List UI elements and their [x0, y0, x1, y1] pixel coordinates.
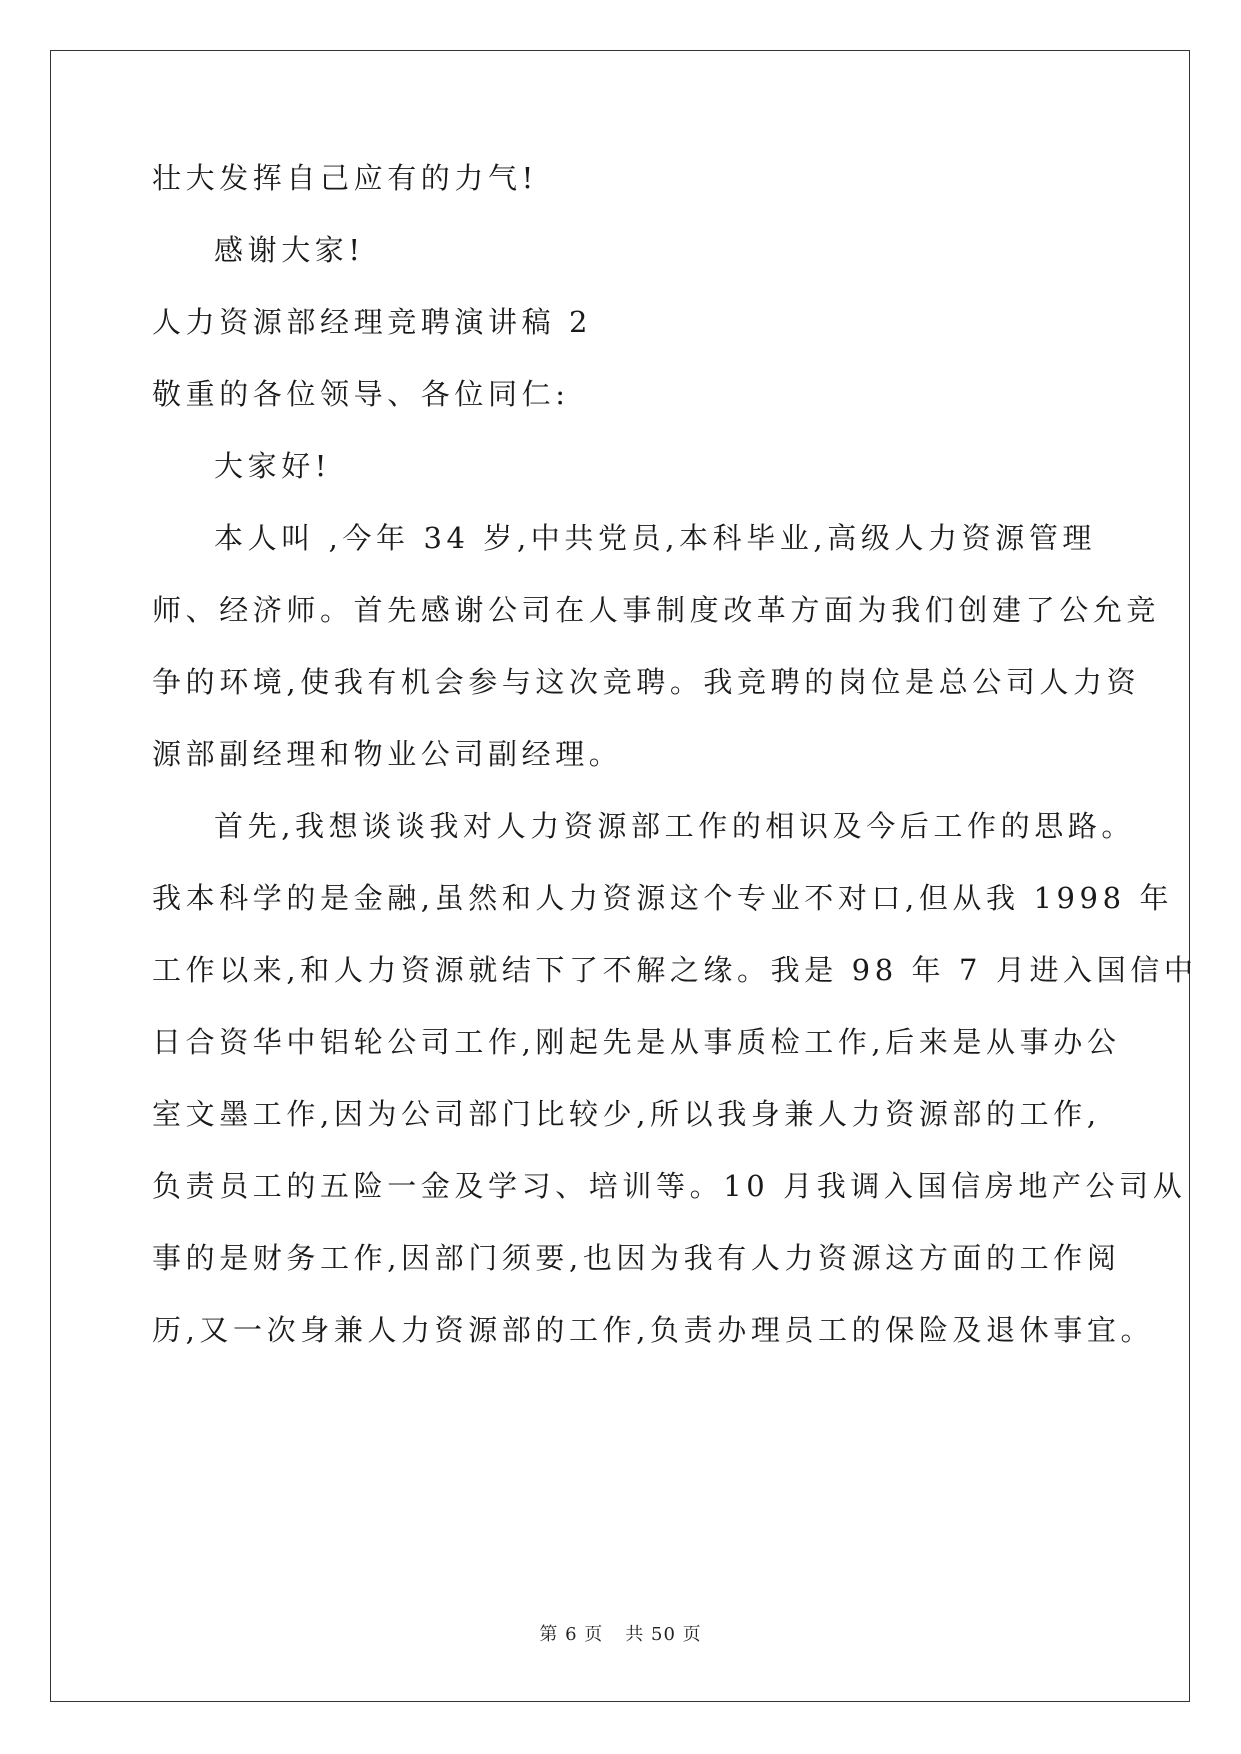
text-line: 事的是财务工作,因部门须要,也因为我有人力资源这方面的工作阅 — [152, 1241, 1121, 1275]
salutation: 敬重的各位领导、各位同仁: — [152, 377, 570, 411]
text-line: 我本科学的是金融,虽然和人力资源这个专业不对口,但从我 1998 年 — [152, 881, 1174, 915]
text-line: 感谢大家! — [214, 233, 365, 267]
text-line: 本人叫 ,今年 34 岁,中共党员,本科毕业,高级人力资源管理 — [214, 521, 1097, 555]
text-line: 源部副经理和物业公司副经理。 — [152, 737, 623, 771]
text-line: 历,又一次身兼人力资源部的工作,负责办理员工的保险及退休事宜。 — [152, 1313, 1155, 1347]
page-border — [50, 50, 1190, 1702]
text-line: 壮大发挥自己应有的力气! — [152, 161, 538, 195]
page-number: 第 6 页 — [539, 1624, 604, 1645]
section-title: 人力资源部经理竞聘演讲稿 2 — [152, 305, 593, 339]
page-total: 共 50 页 — [625, 1624, 702, 1645]
text-line: 室文墨工作,因为公司部门比较少,所以我身兼人力资源部的工作, — [152, 1097, 1101, 1131]
text-line: 首先,我想谈谈我对人力资源部工作的相识及今后工作的思路。 — [214, 809, 1136, 843]
text-line: 负责员工的五险一金及学习、培训等。10 月我调入国信房地产公司从 — [152, 1169, 1187, 1203]
page-footer — [0, 1620, 1241, 1646]
text-line: 日合资华中铝轮公司工作,刚起先是从事质检工作,后来是从事办公 — [152, 1025, 1121, 1059]
greeting: 大家好! — [214, 449, 332, 483]
text-line: 工作以来,和人力资源就结下了不解之缘。我是 98 年 7 月进入国信中 — [152, 953, 1198, 987]
text-line: 争的环境,使我有机会参与这次竞聘。我竞聘的岗位是总公司人力资 — [152, 665, 1141, 699]
text-line: 师、经济师。首先感谢公司在人事制度改革方面为我们创建了公允竞 — [152, 593, 1161, 627]
